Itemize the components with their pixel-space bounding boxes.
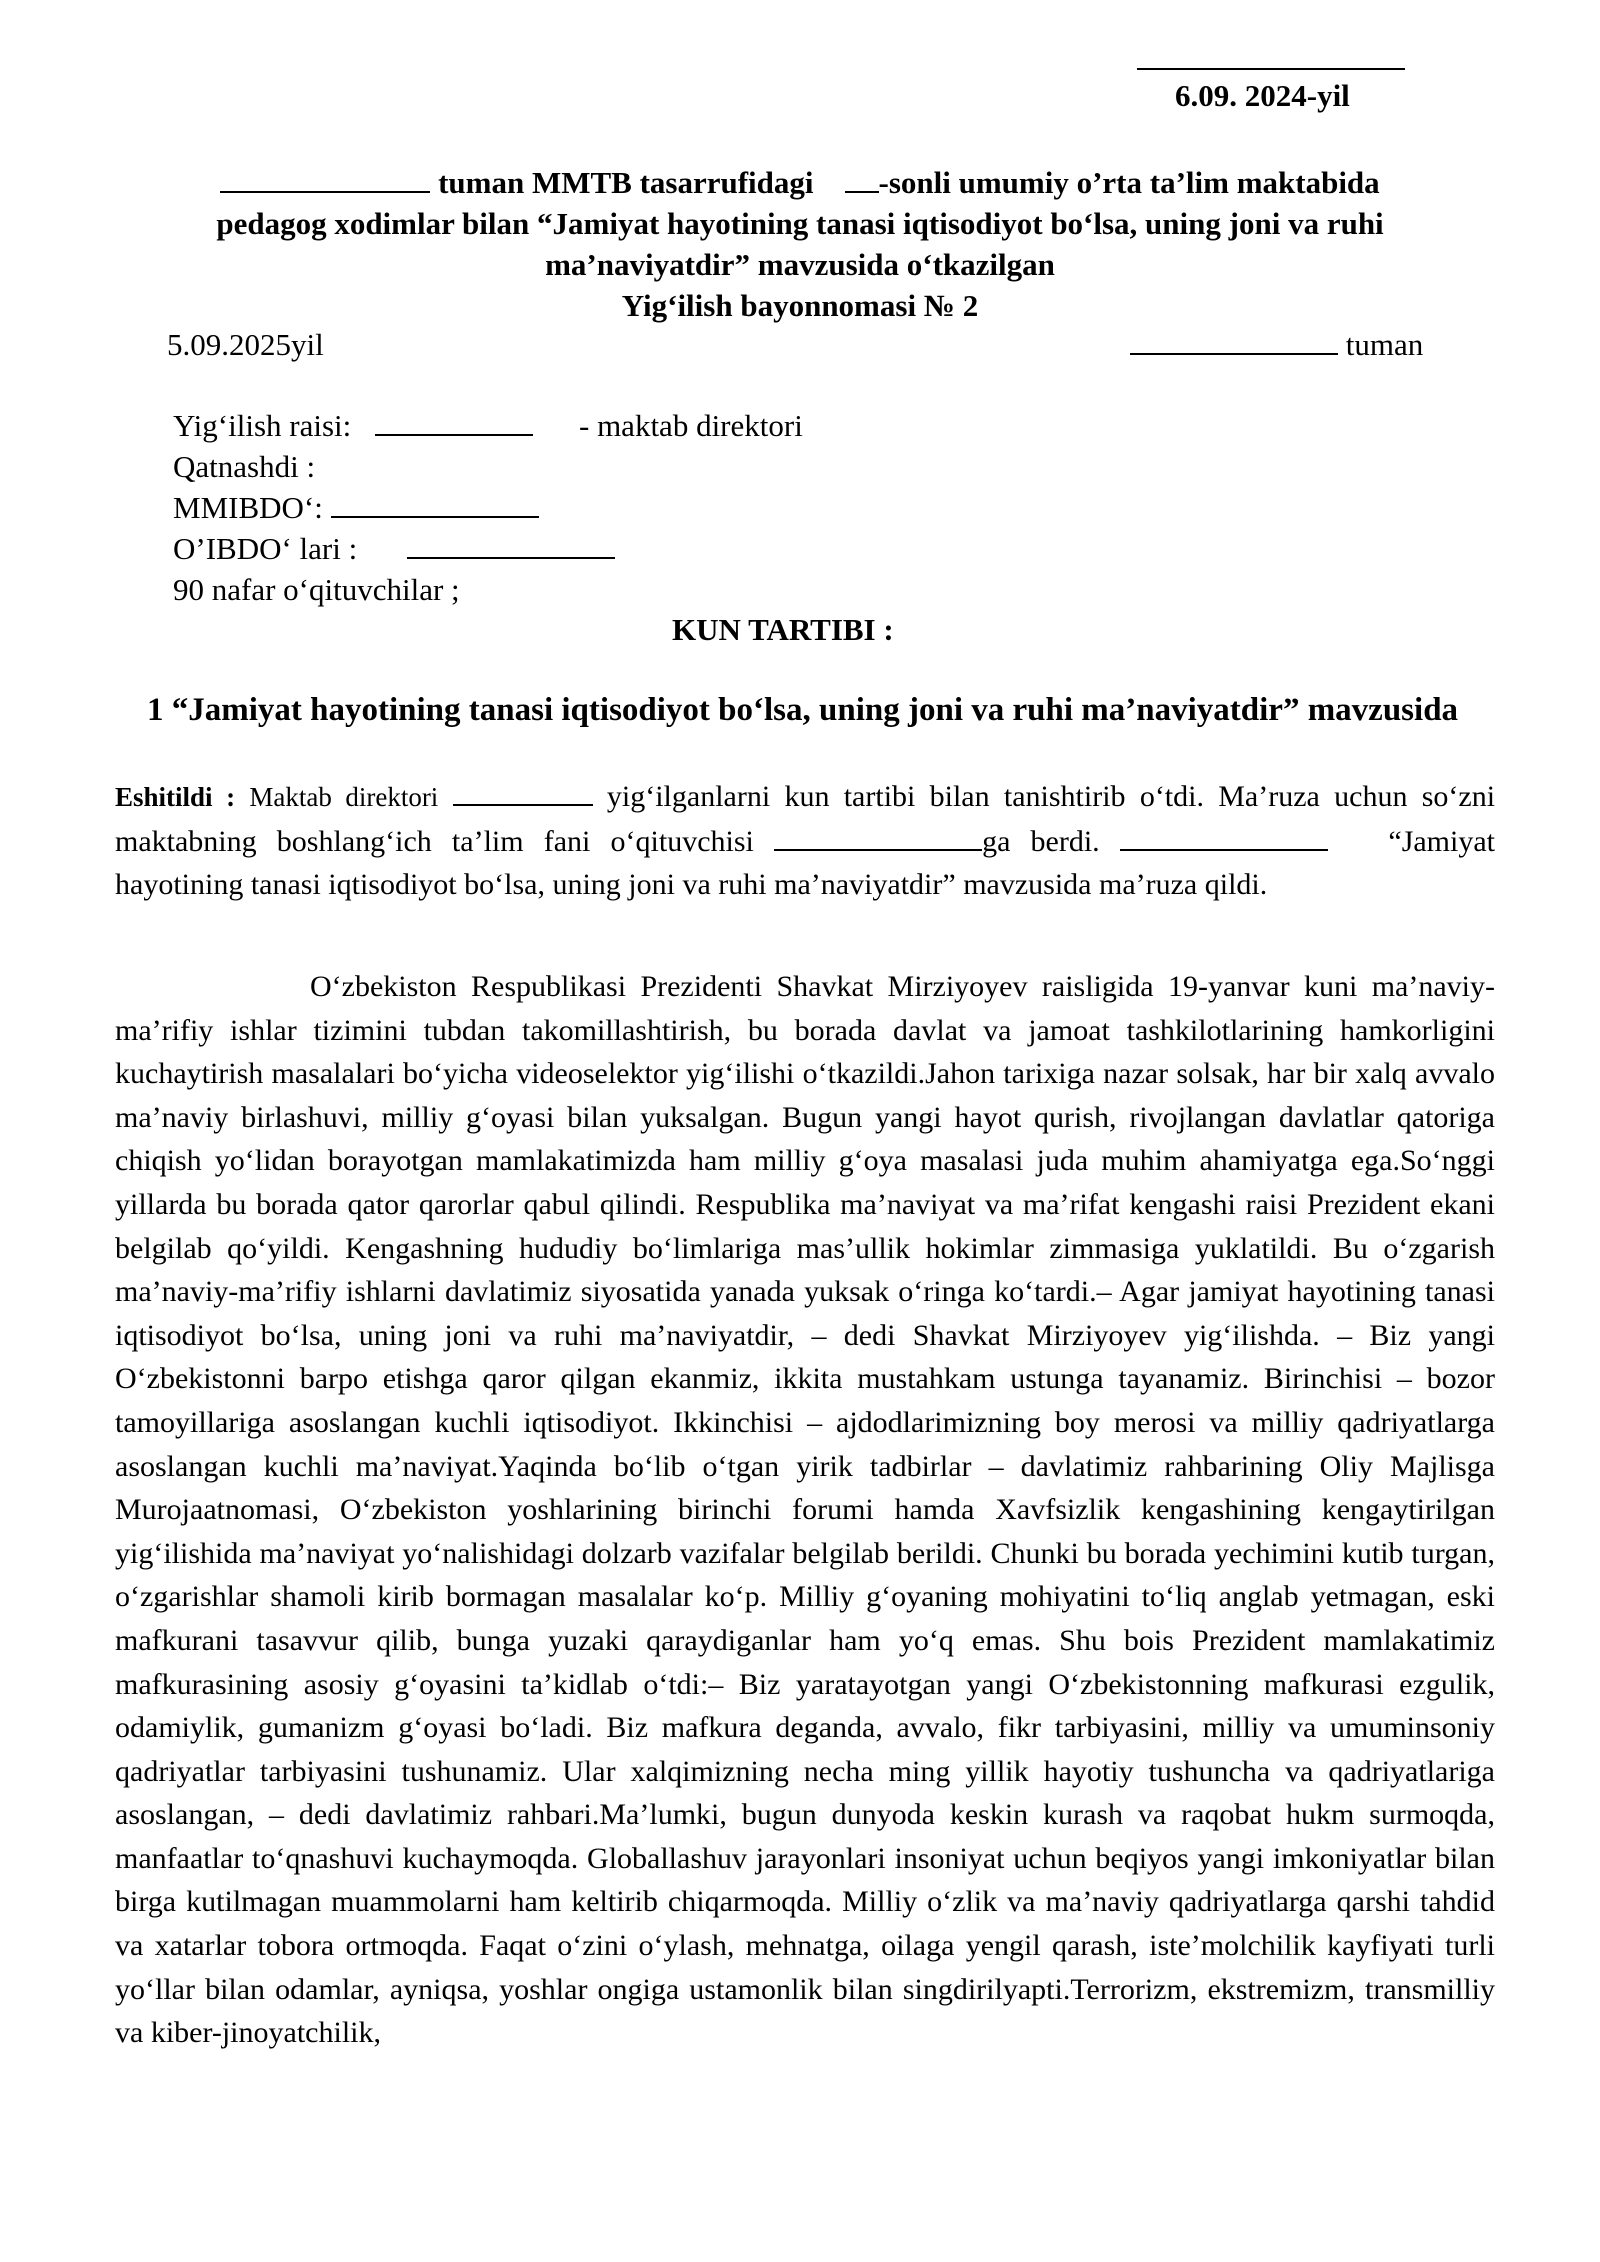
- protocol-title: Yig‘ilish bayonnomasi № 2: [621, 288, 979, 323]
- heard-text-2: yig‘ilganlarni kun tartibi bilan tanishtirib o‘tdi. Ma’ruza uchun so‘zni maktabning boshlang‘ich ta’lim fani o‘qituvchisi: [115, 780, 1496, 858]
- chair-name-blank: [375, 408, 533, 436]
- agenda-item-1: 1 “Jamiyat hayotining tanasi iqtisodiyot bo‘lsa, uning joni va ruhi ma’naviyatdir” mavzusida: [147, 692, 1459, 728]
- mmibdo-row: [173, 490, 539, 526]
- agenda-heading: KUN TARTIBI :: [672, 612, 894, 647]
- meeting-date: 5.09.2025yil: [167, 327, 324, 362]
- district-field: [1130, 327, 1423, 363]
- district-name-blank: [1130, 327, 1338, 355]
- speaker-name-blank: [1120, 823, 1328, 851]
- oibdo-label: O’IBDO‘ lari :: [173, 531, 358, 566]
- date-underline: [1137, 68, 1405, 70]
- chair-label: Yig‘ilish raisi:: [173, 408, 352, 443]
- oibdo-row: [173, 531, 615, 567]
- chair-role: - maktab direktori: [579, 408, 803, 443]
- teachers-count: 90 nafar o‘qituvchilar ;: [173, 572, 460, 607]
- chair-row: [173, 408, 803, 444]
- mmibdo-label: MMIBDO‘:: [173, 490, 323, 525]
- title-part-a: tuman MMTB tasarrufidagi: [438, 165, 814, 200]
- heard-section: [115, 775, 1495, 907]
- title-line-3: ma’naviyatdir” mavzusida o‘tkazilgan: [545, 247, 1055, 282]
- participants-label: Qatnashdi :: [173, 449, 316, 484]
- title-line-2: pedagog xodimlar bilan “Jamiyat hayotining tanasi iqtisodiyot bo‘lsa, uning joni va ruhi: [216, 206, 1384, 241]
- heard-text-1: Maktab direktori: [249, 782, 439, 812]
- oibdo-blank: [407, 531, 615, 559]
- heard-label: Eshitildi :: [115, 782, 236, 812]
- director-name-blank: [453, 778, 593, 806]
- body-paragraph: O‘zbekiston Respublikasi Prezidenti Shavkat Mirziyoyev raisligida 19-yanvar kuni ma’naviy-ma’rifiy ishlar tizimini tubdan takomillashtirish, bu borada davlat va jamoat tashkilotlarining hamkorligini kuchaytirish masalalari bo‘yicha videoselektor yig‘ilishi o‘tkazildi.Jahon tarixiga nazar solsak, har bir xalq avvalo ma’naviy birlashuvi, milliy g‘oyasi bilan yuksalgan. Bugun yangi hayot qurish, rivojlangan davlatlar qatoriga chiqish yo‘lidan borayotgan mamlakatimizda ham milliy g‘oya masalasi juda muhim ahamiyatga ega.So‘nggi yillarda bu borada qator qarorlar qabul qilindi. Respublika ma’naviyat va ma’rifat kengashi raisi Prezident ekani belgilab qo‘yildi. Kengashning hududiy bo‘limlariga mas’ullik hokimlar zimmasiga yuklatildi. Bu o‘zgarish ma’naviy-ma’rifiy ishlarni davlatimiz siyosatida yanada yuksak o‘ringa ko‘tardi.– Agar jamiyat hayotining tanasi iqtisodiyot bo‘lsa, uning joni va ruhi ma’naviyatdir, – dedi Shavkat Mirziyoyev yig‘ilishda. – Biz yangi O‘zbekistonni barpo etishga qaror qilgan ekanmiz, ikkita mustahkam ustunga tayanamiz. Birinchisi – bozor tamoyillariga asoslangan kuchli iqtisodiyot. Ikkinchisi – ajdodlarimizning boy merosi va milliy qadriyatlarga asoslangan kuchli ma’naviyat.Yaqinda bo‘lib o‘tgan yirik tadbirlar – davlatimiz rahbarining Oliy Majlisga Murojaatnomasi, O‘zbekiston yoshlarining birinchi forumi hamda Xavfsizlik kengashining kengaytirilgan yig‘ilishida ma’naviyat yo‘nalishidagi dolzarb vazifalar belgilab berildi. Chunki bu borada yechimini kutib turgan, o‘zgarishlar shamoli kirib bormagan masalalar ko‘p. Milliy g‘oyaning mohiyatini to‘liq anglab yetmagan, eski mafkurani tasavvur qilib, bunga yuzaki qaraydiganlar ham yo‘q emas. Shu bois Prezident mamlakatimiz mafkurasining asosiy g‘oyasini ta’kidlab o‘tdi:– Biz yaratayotgan yangi O‘zbekistonning mafkurasi ezgulik, odamiylik, gumanizm g‘oyasi bo‘ladi. Biz mafkura deganda, avvalo, fikr tarbiyasini, milliy va umuminsoniy qadriyatlar tarbiyasini tushunamiz. Ular xalqimizning necha ming yillik hayotiy tushuncha va qadriyatlariga asoslangan, – dedi davlatimiz rahbari.Ma’lumki, bugun dunyoda keskin kurash va raqobat hukm surmoqda, manfaatlar to‘qnashuvi kuchaymoqda. Globallashuv jarayonlari insoniyat uchun beqiyos yangi imkoniyatlar bilan birga kutilmagan muammolarni ham keltirib chiqarmoqda. Milliy o‘zlik va ma’naviy qadriyatlarga qarshi tahdid va xatarlar tobora ortmoqda. Faqat o‘zini o‘ylash, mehnatga, oilaga yengil qarash, iste’molchilik kayfiyati turli yo‘llar bilan odamlar, ayniqsa, yoshlar ongiga ustamonlik bilan singdirilyapti.Terrorizm, ekstremizm, transmilliy va kiber-jinoyatchilik,: [115, 970, 1495, 2050]
- teacher-name-blank: [774, 823, 982, 851]
- heard-text-4: “Jamiyat hayotining tanasi iqtisodiyot bo‘lsa, uning joni va ruhi ma’naviyatdir” mavzusida ma’ruza qildi.: [115, 824, 1496, 902]
- heard-text-3: ga berdi.: [982, 824, 1100, 858]
- school-number-blank: [845, 165, 879, 193]
- title-part-b: -sonli umumiy o’rta ta’lim maktabida: [878, 165, 1380, 200]
- district-label: tuman: [1345, 327, 1424, 362]
- document-date: 6.09. 2024-yil: [1175, 78, 1350, 113]
- mmibdo-blank: [331, 490, 539, 518]
- district-blank: [220, 165, 430, 193]
- title-line-1: [110, 162, 1490, 203]
